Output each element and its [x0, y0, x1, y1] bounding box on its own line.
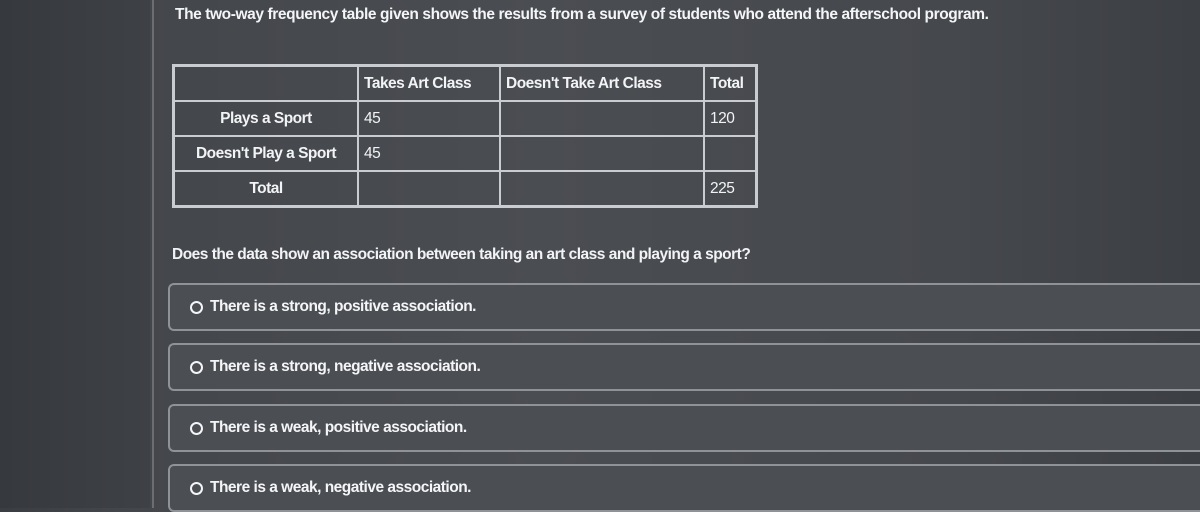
answer-option-weak-positive[interactable]	[168, 404, 1200, 452]
panel-divider	[152, 0, 154, 508]
answer-option-label: There is a weak, negative association.	[210, 479, 471, 496]
table-row	[174, 101, 757, 136]
table-row	[174, 136, 757, 171]
row-label-total: Total	[174, 171, 359, 207]
radio-button-icon[interactable]	[190, 482, 203, 495]
table-cell: 225	[704, 171, 757, 207]
answer-option-label: There is a strong, negative association.	[210, 358, 481, 375]
answer-option-strong-negative[interactable]	[168, 343, 1200, 391]
radio-button-icon[interactable]	[190, 361, 203, 374]
radio-button-icon[interactable]	[190, 422, 203, 435]
left-panel	[0, 0, 150, 508]
answer-option-label: There is a weak, positive association.	[210, 419, 467, 436]
table-cell	[500, 136, 704, 171]
table-cell	[358, 171, 500, 207]
two-way-frequency-table	[172, 64, 758, 208]
radio-button-icon[interactable]	[190, 301, 203, 314]
table-header-corner	[174, 66, 359, 102]
table-cell	[704, 136, 757, 171]
table-row	[174, 171, 757, 207]
table-header-doesnt-take-art: Doesn't Take Art Class	[500, 66, 704, 102]
table-cell	[500, 171, 704, 207]
answer-option-strong-positive[interactable]	[168, 283, 1200, 331]
row-label-plays-sport: Plays a Sport	[174, 101, 359, 136]
table-header-takes-art: Takes Art Class	[358, 66, 500, 102]
answer-option-label: There is a strong, positive association.	[210, 298, 476, 315]
answer-option-weak-negative[interactable]	[168, 464, 1200, 512]
table-cell: 45	[358, 136, 500, 171]
table-cell: 120	[704, 101, 757, 136]
table-header-total: Total	[704, 66, 757, 102]
table-header-row	[174, 66, 757, 102]
row-label-doesnt-play-sport: Doesn't Play a Sport	[174, 136, 359, 171]
table-cell: 45	[358, 101, 500, 136]
question-text: The two-way frequency table given shows the results from a survey of students who attend the afterschool program.	[175, 6, 989, 23]
question-prompt: Does the data show an association between taking an art class and playing a sport?	[172, 246, 751, 263]
table-cell	[500, 101, 704, 136]
